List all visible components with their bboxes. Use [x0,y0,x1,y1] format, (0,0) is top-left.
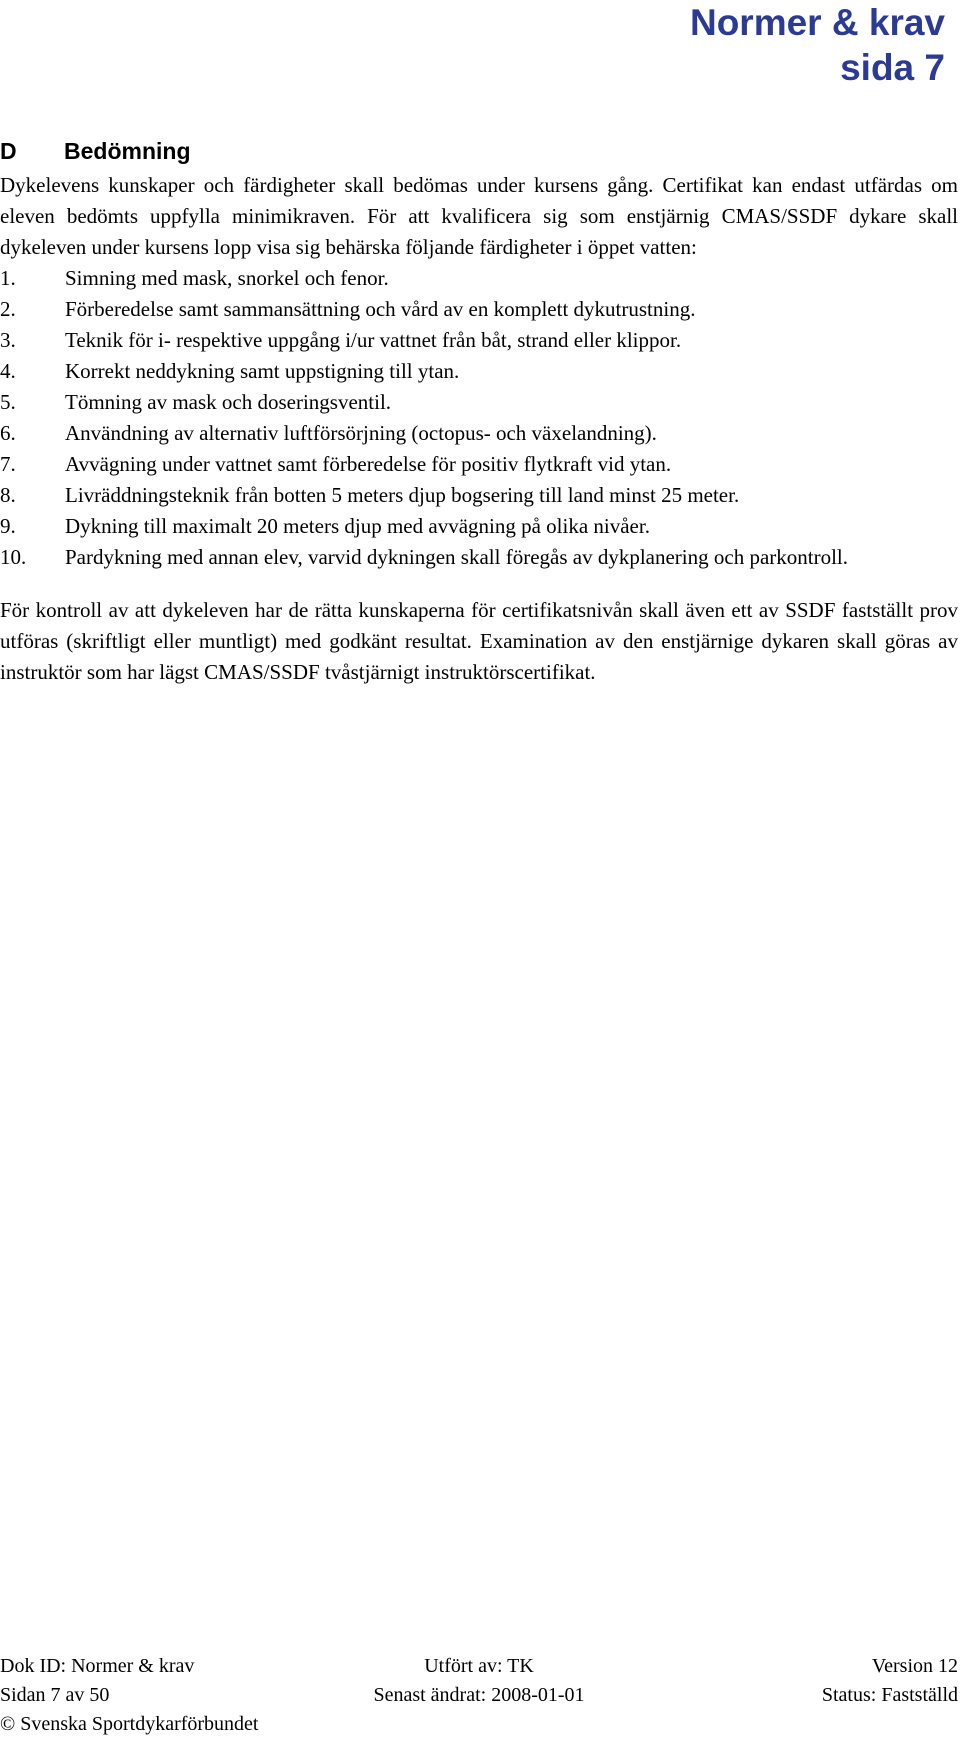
footer-doc-id: Dok ID: Normer & krav [0,1655,195,1677]
list-item [0,387,958,418]
list-item-number: 3. [0,328,16,352]
section-heading [0,136,958,166]
section-title: Bedömning [64,138,191,164]
footer-version: Version 12 [871,1655,958,1677]
footer-page: Sidan 7 av 50 [0,1684,110,1706]
list-item-number: 8. [0,483,16,507]
list-item-number: 5. [0,390,16,414]
skill-list [0,263,958,573]
list-item-text: Dykning till maximalt 20 meters djup med avvägning på olika nivåer. [65,514,650,538]
footer-row [0,1681,958,1710]
list-item-number: 7. [0,452,16,476]
section-letter: D [0,138,17,164]
list-item [0,356,958,387]
list-item-text: Avvägning under vattnet samt förberedelse för positiv flytkraft vid ytan. [65,452,672,476]
list-item-text: Tömning av mask och doseringsventil. [65,390,392,414]
list-item [0,294,958,325]
list-item [0,263,958,294]
list-item-text: Pardykning med annan elev, varvid dykningen skall föregås av dykplanering och parkontroll. [65,545,849,569]
section-assessment [0,136,958,688]
list-item-number: 2. [0,297,16,321]
list-item-text: Livräddningsteknik från botten 5 meters djup bogsering till land minst 25 meter. [65,483,740,507]
header-title: Normer & krav [689,2,945,43]
page-header [690,0,945,90]
footer-row [0,1710,958,1739]
footer-last-changed: Senast ändrat: 2008-01-01 [373,1684,585,1706]
list-item-number: 9. [0,514,16,538]
list-item [0,542,958,573]
intro-paragraph: Dykelevens kunskaper och färdigheter skall bedömas under kursens gång. Certifikat kan endast utfärdas om eleven bedömts uppfylla minimikraven. För att kvalificera sig som enstjärnig CMAS/SSDF dykare skall dykeleven under kursens lopp visa sig behärska följande färdigheter i öppet vatten: [0,173,958,259]
list-item [0,418,958,449]
list-item-number: 4. [0,359,16,383]
list-item [0,511,958,542]
list-item-text: Användning av alternativ luftförsörjning (octopus- och växelandning). [65,421,657,445]
page-footer [0,1652,958,1739]
footer-status: Status: Fastställd [821,1684,958,1706]
footer-performed-by: Utfört av: TK [424,1655,534,1677]
list-item-text: Förberedelse samt sammansättning och vård av en komplett dykutrustning. [65,297,696,321]
list-item [0,325,958,356]
examination-paragraph: För kontroll av att dykeleven har de rätta kunskaperna för certifikatsnivån skall även ett av SSDF fastställt prov utföras (skriftligt eller muntligt) med godkänt resultat. Examination av den enstjärnige dykaren skall göras av instruktör som har lägst CMAS/SSDF tvåstjärnigt instruktörscertifikat. [0,598,958,684]
list-item-number: 1. [0,266,16,290]
footer-row [0,1652,958,1681]
list-item-text: Teknik för i- respektive uppgång i/ur vattnet från båt, strand eller klippor. [65,328,682,352]
list-item [0,480,958,511]
header-page-number: sida 7 [840,47,945,88]
list-item-number: 6. [0,421,16,445]
list-item-text: Korrekt neddykning samt uppstigning till ytan. [65,359,460,383]
footer-copyright: © Svenska Sportdykarförbundet [0,1713,259,1735]
list-item-number: 10. [0,545,27,569]
list-item [0,449,958,480]
list-item-text: Simning med mask, snorkel och fenor. [65,266,389,290]
